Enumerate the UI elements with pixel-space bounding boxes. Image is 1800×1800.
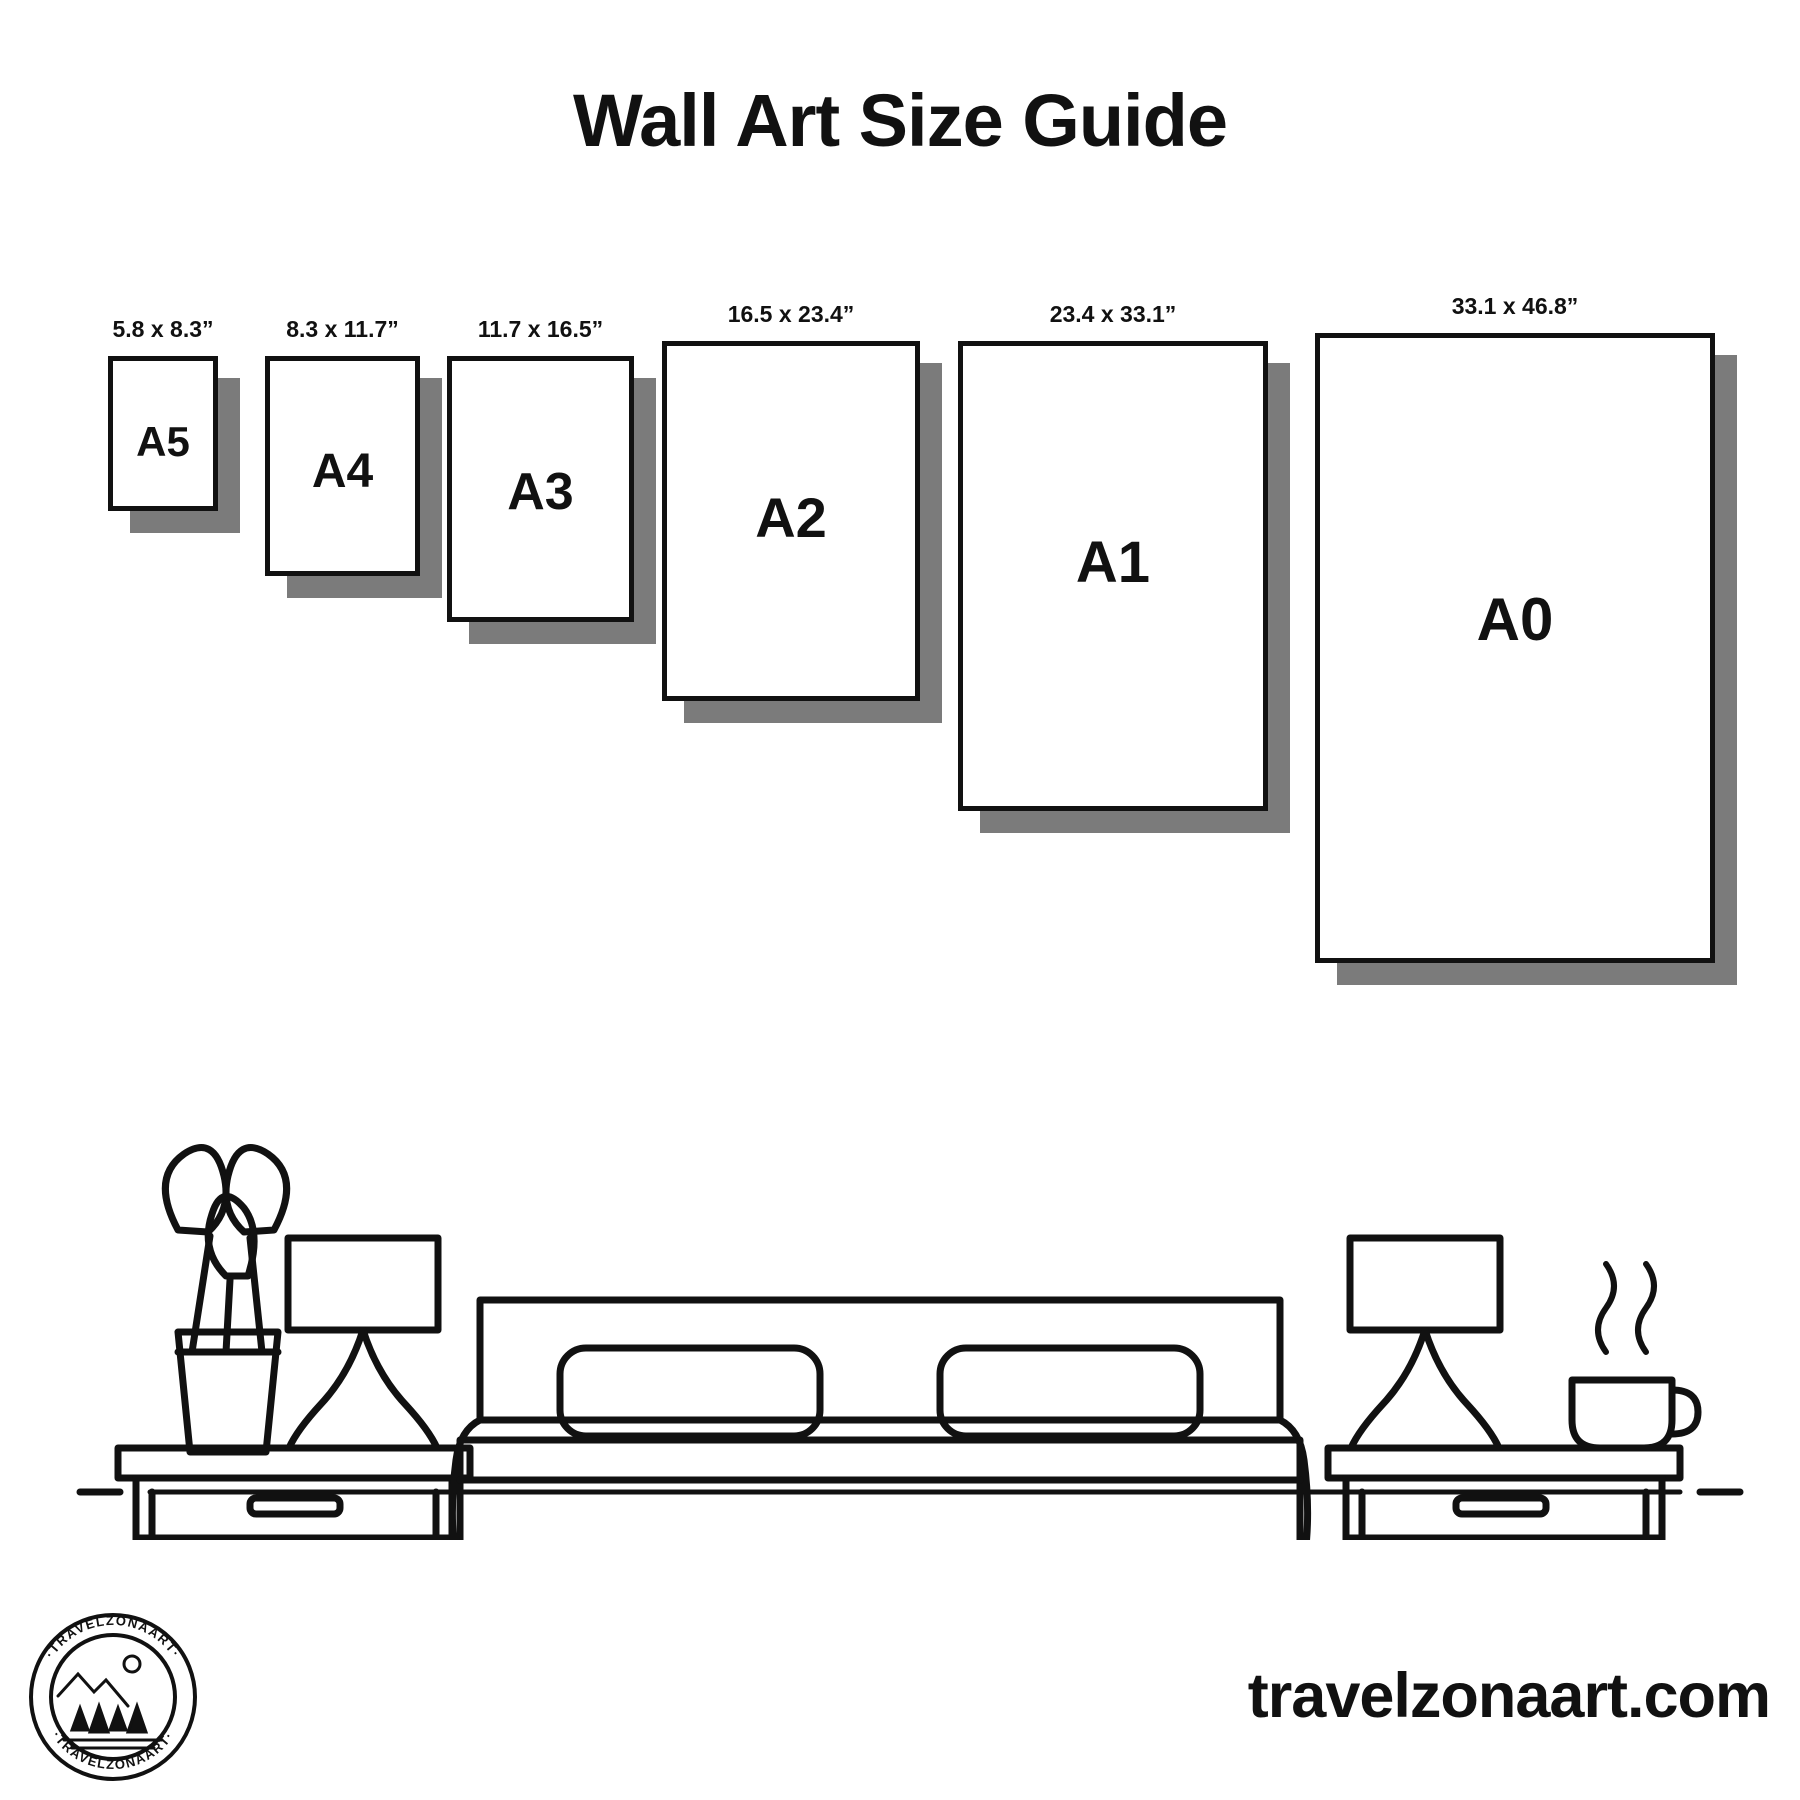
poster-a5-dimension: 5.8 x 8.3” xyxy=(112,316,214,342)
coffee-cup-icon xyxy=(1572,1264,1698,1448)
right-table-lamp-icon xyxy=(1350,1238,1500,1448)
logo-landscape xyxy=(58,1656,162,1748)
brand-logo-svg xyxy=(28,1612,198,1782)
left-nightstand-body xyxy=(136,1478,452,1540)
poster-a3[interactable] xyxy=(447,316,664,652)
right-lamp-base xyxy=(1351,1330,1499,1448)
right-nightstand-drawer-handle-top[interactable] xyxy=(1456,1498,1546,1514)
poster-a4[interactable] xyxy=(265,316,450,606)
plant-stem-center xyxy=(226,1280,230,1352)
right-nightstand-tabletop xyxy=(1328,1448,1680,1478)
right-lamp-shade xyxy=(1350,1238,1500,1330)
bedroom-scene-illustration xyxy=(60,980,1760,1540)
plant-vase-icon xyxy=(165,1148,286,1452)
poster-a1-dimension: 23.4 x 33.1” xyxy=(1049,301,1177,327)
right-nightstand-body xyxy=(1346,1478,1662,1540)
poster-a4-dimension: 8.3 x 11.7” xyxy=(286,316,399,342)
plant-leaf-right xyxy=(226,1148,287,1232)
poster-a0-label: A0 xyxy=(1476,586,1554,653)
page-title: Wall Art Size Guide xyxy=(573,79,1227,162)
poster-a1[interactable] xyxy=(958,301,1298,841)
poster-a5-label: A5 xyxy=(136,418,190,465)
left-lamp-base xyxy=(289,1330,437,1448)
poster-a4-label: A4 xyxy=(311,445,374,498)
site-url[interactable]: travelzonaart.com xyxy=(1247,1661,1770,1731)
plant-leaf-left xyxy=(165,1148,226,1232)
poster-a2[interactable] xyxy=(662,301,950,731)
logo-text-bottom: ·TRAVELZONAART· xyxy=(49,1728,177,1773)
poster-a2-dimension: 16.5 x 23.4” xyxy=(727,301,855,327)
left-lamp-shade xyxy=(288,1238,438,1330)
poster-a0-dimension: 33.1 x 46.8” xyxy=(1451,293,1579,319)
logo-tree-4 xyxy=(128,1706,146,1732)
bed-headboard xyxy=(480,1300,1280,1420)
poster-a3-dimension: 11.7 x 16.5” xyxy=(477,316,604,342)
logo-tree-3 xyxy=(110,1708,126,1730)
coffee-steam-left xyxy=(1598,1264,1614,1352)
logo-mountains xyxy=(58,1674,128,1706)
logo-tree-2 xyxy=(90,1706,108,1732)
left-nightstand-tabletop xyxy=(118,1448,470,1478)
poster-a1-label: A1 xyxy=(1075,530,1151,595)
poster-a2-label: A2 xyxy=(755,486,827,549)
bedroom-scene-svg xyxy=(60,980,1760,1540)
coffee-steam-right xyxy=(1638,1264,1654,1352)
poster-a3-label: A3 xyxy=(507,463,574,522)
bed-icon xyxy=(442,1300,1318,1540)
left-nightstand-drawer-handle-top[interactable] xyxy=(250,1498,340,1514)
logo-tree-1 xyxy=(72,1708,88,1730)
logo-text-top: ·TRAVELZONAART· xyxy=(41,1612,185,1661)
poster-a5[interactable] xyxy=(108,316,248,541)
coffee-cup-body xyxy=(1572,1380,1672,1448)
coffee-cup-handle xyxy=(1672,1390,1698,1434)
brand-logo[interactable] xyxy=(28,1612,198,1782)
poster-a0[interactable] xyxy=(1315,293,1745,993)
left-table-lamp-icon xyxy=(288,1238,438,1448)
logo-moon xyxy=(124,1656,140,1672)
